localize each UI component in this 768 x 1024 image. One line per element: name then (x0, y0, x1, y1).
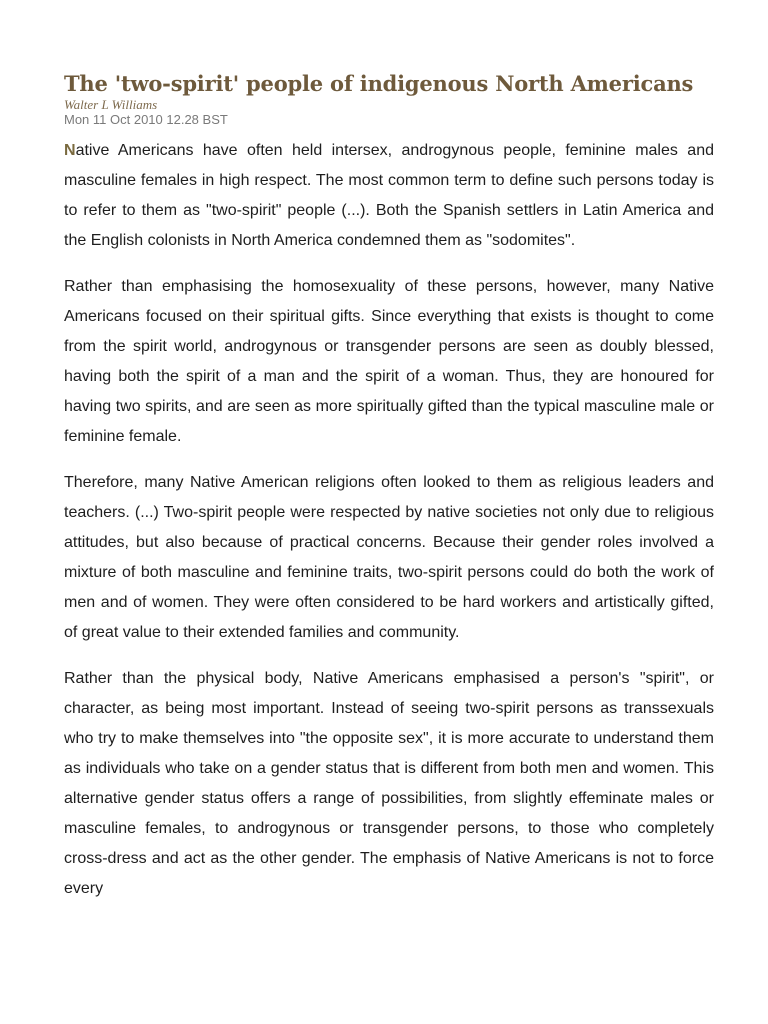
article-author[interactable]: Walter L Williams (64, 97, 158, 112)
article (64, 70, 714, 920)
paragraph-2: Rather than emphasising the homosexuality of these persons, however, many Native Americans focused on their spiritual gifts. Since everything that exists is thought to come from the spirit world, androgynous or transgender persons are seen as doubly blessed, having both the spirit of a man and the spirit of a woman. Thus, they are honoured for having two spirits, and are seen as more spiritually gifted than the typical masculine male or feminine female. (64, 278, 714, 445)
paragraph-4: Rather than the physical body, Native Americans emphasised a person's "spirit", or character, as being most important. Instead of seeing two-spirit persons as transsexuals who try to make themselves into "the opposite sex", it is more accurate to understand them as individuals who take on a gender status that is different from both men and women. This alternative gender status offers a range of possibilities, from slightly effeminate males or masculine females, to androgynous or transgender persons, to those who completely cross-dress and act as the other gender. The emphasis of Native Americans is not to force every (64, 670, 714, 897)
drop-cap: N (64, 142, 76, 159)
article-date: Mon 11 Oct 2010 12.28 BST (64, 112, 228, 127)
article-body (64, 136, 714, 904)
article-title: The 'two-spirit' people of indigenous North Americans (64, 71, 694, 96)
paragraph-3: Therefore, many Native American religions often looked to them as religious leaders and teachers. (...) Two-spirit people were respected by native societies not only due to religious attitudes, but also because of practical concerns. Because their gender roles involved a mixture of both masculine and feminine traits, two-spirit persons could do both the work of men and of women. They were often considered to be hard workers and artistically gifted, of great value to their extended families and community. (64, 474, 714, 641)
paragraph-1 (64, 136, 714, 256)
paragraph-1-text: ative Americans have often held intersex, androgynous people, feminine males and masculine females in high respect. The most common term to define such persons today is to refer to them as "two-spirit" people (...). Both the Spanish settlers in Latin America and the English colonists in North America condemned them as "sodomites". (64, 142, 714, 249)
